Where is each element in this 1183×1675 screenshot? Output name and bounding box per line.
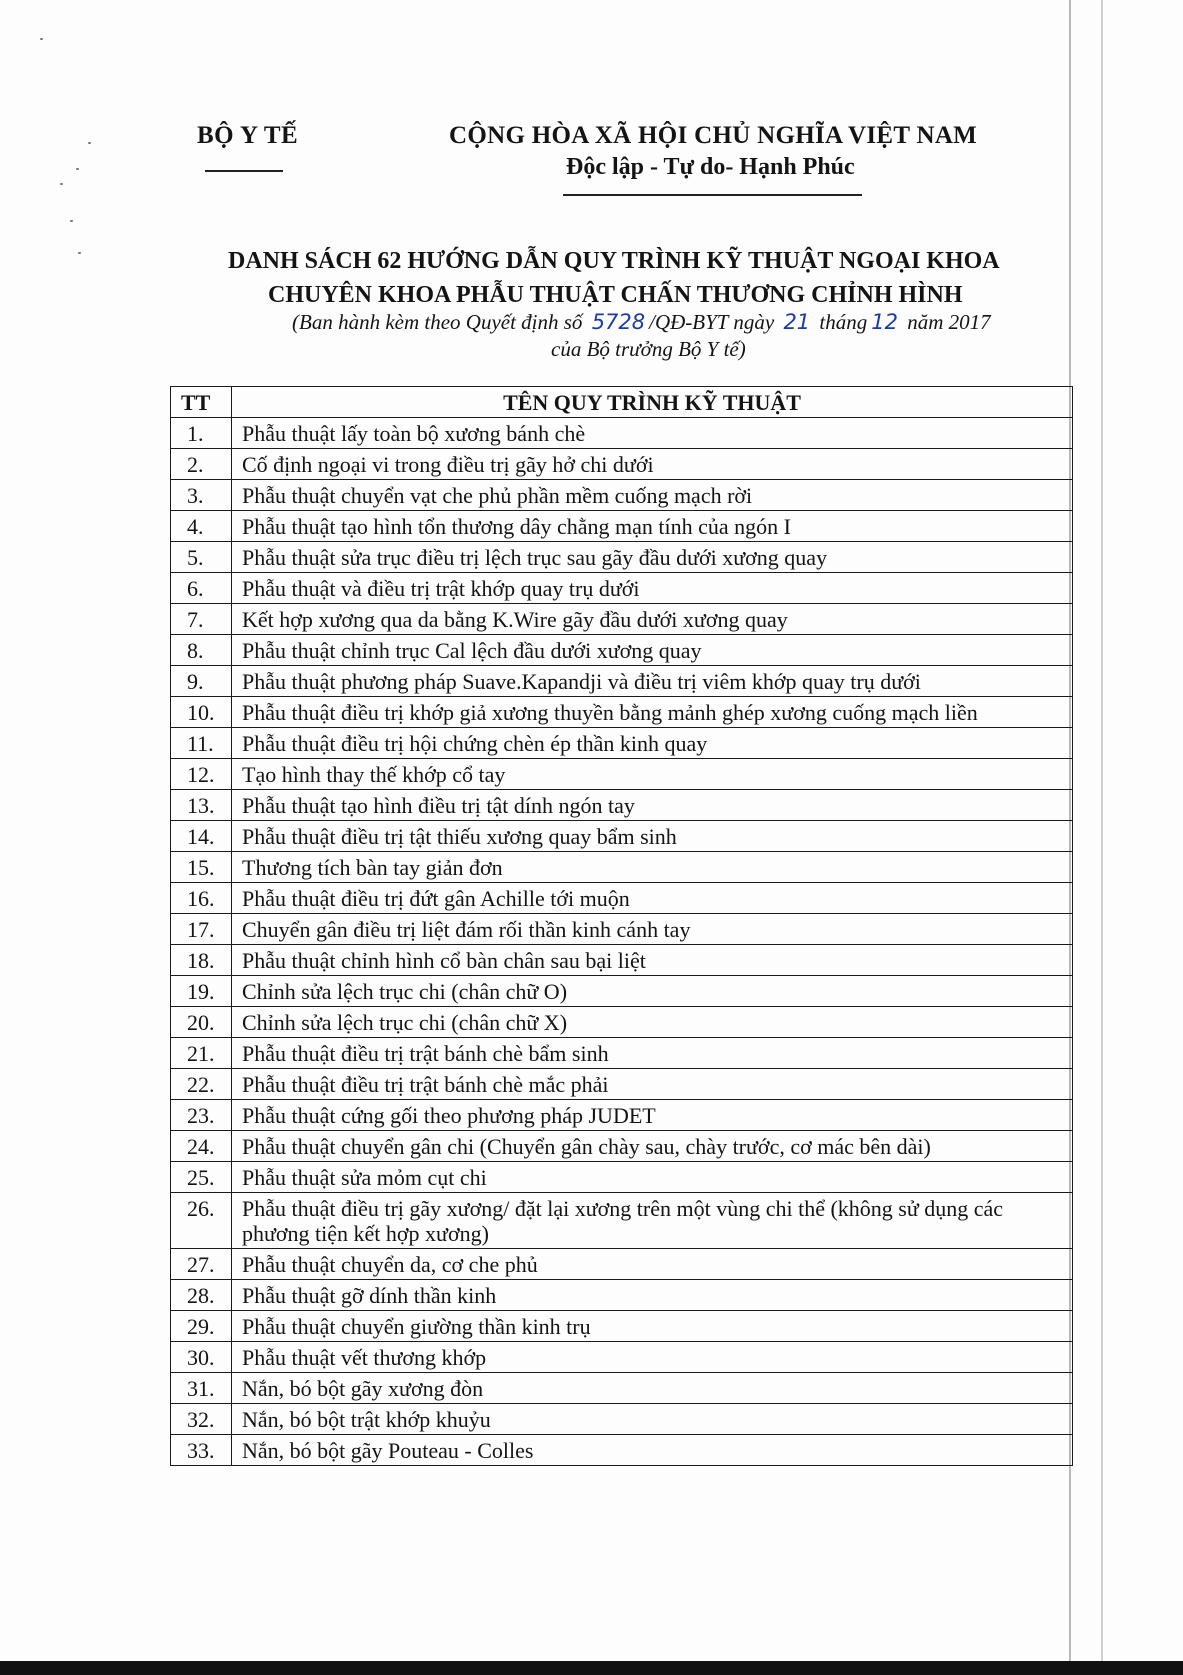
scan-speck — [76, 168, 79, 170]
row-number: 15. — [171, 852, 232, 883]
procedure-name: Phẫu thuật sửa trục điều trị lệch trục sau gãy đầu dưới xương quay — [232, 542, 1073, 573]
scan-speck — [40, 38, 43, 40]
table-row — [171, 480, 1073, 511]
row-number: 8. — [171, 635, 232, 666]
procedure-name: Phẫu thuật chuyển giường thần kinh trụ — [232, 1311, 1073, 1342]
procedure-name: Phẫu thuật điều trị đứt gân Achille tới muộn — [232, 883, 1073, 914]
table-row — [171, 449, 1073, 480]
table-row — [171, 914, 1073, 945]
agency-name: BỘ Y TẾ — [197, 122, 299, 149]
procedure-name: Kết hợp xương qua da bằng K.Wire gãy đầu dưới xương quay — [232, 604, 1073, 635]
row-number: 16. — [171, 883, 232, 914]
decision-day: 21 — [783, 310, 811, 334]
row-number: 12. — [171, 759, 232, 790]
table-row — [171, 635, 1073, 666]
scan-speck — [78, 252, 81, 254]
procedure-name: Phẫu thuật và điều trị trật khớp quay trụ dưới — [232, 573, 1073, 604]
row-number: 6. — [171, 573, 232, 604]
row-number: 28. — [171, 1280, 232, 1311]
table-row — [171, 1131, 1073, 1162]
agency-underline — [205, 170, 283, 172]
row-number: 29. — [171, 1311, 232, 1342]
document-title-line1: DANH SÁCH 62 HƯỚNG DẪN QUY TRÌNH KỸ THUẬT NGOẠI KHOA — [228, 248, 1000, 274]
national-motto: Độc lập - Tự do- Hạnh Phúc — [566, 154, 855, 180]
table-row — [171, 976, 1073, 1007]
table-row — [171, 1280, 1073, 1311]
table-row — [171, 418, 1073, 449]
row-number: 13. — [171, 790, 232, 821]
table-header-row — [171, 387, 1073, 418]
procedure-name: Phẫu thuật sửa mỏm cụt chi — [232, 1162, 1073, 1193]
procedure-name: Phẫu thuật điều trị trật bánh chè mắc phải — [232, 1069, 1073, 1100]
decision-number: 5728 — [591, 310, 646, 334]
row-number: 27. — [171, 1249, 232, 1280]
column-header-name: TÊN QUY TRÌNH KỸ THUẬT — [232, 387, 1073, 418]
procedure-name: Tạo hình thay thế khớp cổ tay — [232, 759, 1073, 790]
scan-speck — [60, 183, 63, 185]
table-row — [171, 852, 1073, 883]
procedure-name: Phẫu thuật vết thương khớp — [232, 1342, 1073, 1373]
decision-prefix: (Ban hành kèm theo Quyết định số — [292, 310, 583, 334]
procedure-name: Phẫu thuật cứng gối theo phương pháp JUDET — [232, 1100, 1073, 1131]
procedure-name: Phẫu thuật chuyển gân chi (Chuyển gân chày sau, chày trước, cơ mác bên dài) — [232, 1131, 1073, 1162]
decision-month: 12 — [871, 310, 898, 334]
table-row — [171, 573, 1073, 604]
table-row — [171, 1311, 1073, 1342]
procedure-name: Phẫu thuật chuyển da, cơ che phủ — [232, 1249, 1073, 1280]
procedure-name: Phẫu thuật phương pháp Suave.Kapandji và điều trị viêm khớp quay trụ dưới — [232, 666, 1073, 697]
row-number: 33. — [171, 1435, 232, 1466]
scan-edge — [0, 1661, 1183, 1675]
procedure-name: Phẫu thuật chỉnh hình cổ bàn chân sau bại liệt — [232, 945, 1073, 976]
row-number: 19. — [171, 976, 232, 1007]
table-row — [171, 542, 1073, 573]
row-number: 4. — [171, 511, 232, 542]
procedure-name: Phẫu thuật chuyển vạt che phủ phần mềm cuống mạch rời — [232, 480, 1073, 511]
scan-margin-line — [1101, 0, 1103, 1675]
procedure-name: Phẫu thuật điều trị tật thiếu xương quay bẩm sinh — [232, 821, 1073, 852]
row-number: 24. — [171, 1131, 232, 1162]
row-number: 23. — [171, 1100, 232, 1131]
procedure-name: Phẫu thuật tạo hình tổn thương dây chằng mạn tính của ngón I — [232, 511, 1073, 542]
row-number: 2. — [171, 449, 232, 480]
table-row — [171, 1435, 1073, 1466]
table-row — [171, 697, 1073, 728]
decision-year: năm 2017 — [907, 310, 991, 334]
scan-speck — [70, 220, 73, 222]
row-number: 32. — [171, 1404, 232, 1435]
decision-month-label: tháng — [819, 310, 868, 334]
procedure-name: Chỉnh sửa lệch trục chi (chân chữ O) — [232, 976, 1073, 1007]
procedure-name: Phẫu thuật lấy toàn bộ xương bánh chè — [232, 418, 1073, 449]
row-number: 30. — [171, 1342, 232, 1373]
procedure-name: Phẫu thuật tạo hình điều trị tật dính ngón tay — [232, 790, 1073, 821]
table-row — [171, 666, 1073, 697]
table-row — [171, 604, 1073, 635]
table-row — [171, 883, 1073, 914]
procedure-name: Nắn, bó bột trật khớp khuỷu — [232, 1404, 1073, 1435]
table-row — [171, 790, 1073, 821]
row-number: 11. — [171, 728, 232, 759]
table-row — [171, 1162, 1073, 1193]
motto-underline — [563, 194, 862, 196]
procedure-name: Phẫu thuật điều trị gãy xương/ đặt lại xương trên một vùng chi thể (không sử dụng các phương tiện kết hợp xương) — [232, 1193, 1073, 1249]
table-row — [171, 1249, 1073, 1280]
procedure-name: Cố định ngoại vi trong điều trị gãy hở chi dưới — [232, 449, 1073, 480]
table-row — [171, 1100, 1073, 1131]
row-number: 20. — [171, 1007, 232, 1038]
decision-issuer: của Bộ trưởng Bộ Y tế) — [551, 337, 746, 361]
table-row — [171, 728, 1073, 759]
table-row — [171, 511, 1073, 542]
decision-reference — [292, 310, 991, 335]
procedure-table — [170, 386, 1073, 1466]
row-number: 26. — [171, 1193, 232, 1249]
procedure-name: Nắn, bó bột gãy xương đòn — [232, 1373, 1073, 1404]
table-row — [171, 1069, 1073, 1100]
procedure-name: Phẫu thuật điều trị khớp giả xương thuyền bằng mảnh ghép xương cuống mạch liền — [232, 697, 1073, 728]
table-row — [171, 1342, 1073, 1373]
row-number: 7. — [171, 604, 232, 635]
procedure-name: Phẫu thuật gỡ dính thần kinh — [232, 1280, 1073, 1311]
table-row — [171, 1373, 1073, 1404]
row-number: 14. — [171, 821, 232, 852]
row-number: 9. — [171, 666, 232, 697]
procedure-name: Nắn, bó bột gãy Pouteau - Colles — [232, 1435, 1073, 1466]
procedure-name: Phẫu thuật điều trị trật bánh chè bẩm sinh — [232, 1038, 1073, 1069]
column-header-tt: TT — [171, 387, 232, 418]
row-number: 31. — [171, 1373, 232, 1404]
procedure-name: Thương tích bàn tay giản đơn — [232, 852, 1073, 883]
table-row — [171, 945, 1073, 976]
procedure-name: Chuyển gân điều trị liệt đám rối thần kinh cánh tay — [232, 914, 1073, 945]
document-title-line2: CHUYÊN KHOA PHẪU THUẬT CHẤN THƯƠNG CHỈNH HÌNH — [268, 282, 963, 308]
table-row — [171, 821, 1073, 852]
table-row — [171, 1193, 1073, 1249]
procedure-name: Phẫu thuật chỉnh trục Cal lệch đầu dưới xương quay — [232, 635, 1073, 666]
table-row — [171, 1404, 1073, 1435]
row-number: 10. — [171, 697, 232, 728]
nation-name: CỘNG HÒA XÃ HỘI CHỦ NGHĨA VIỆT NAM — [449, 122, 978, 149]
row-number: 22. — [171, 1069, 232, 1100]
decision-suffix: /QĐ-BYT ngày — [649, 310, 775, 334]
table-row — [171, 759, 1073, 790]
row-number: 25. — [171, 1162, 232, 1193]
procedure-name: Phẫu thuật điều trị hội chứng chèn ép thần kinh quay — [232, 728, 1073, 759]
table-row — [171, 1038, 1073, 1069]
table-row — [171, 1007, 1073, 1038]
row-number: 3. — [171, 480, 232, 511]
row-number: 17. — [171, 914, 232, 945]
row-number: 21. — [171, 1038, 232, 1069]
procedure-name: Chỉnh sửa lệch trục chi (chân chữ X) — [232, 1007, 1073, 1038]
row-number: 18. — [171, 945, 232, 976]
row-number: 1. — [171, 418, 232, 449]
scan-speck — [88, 142, 91, 144]
row-number: 5. — [171, 542, 232, 573]
